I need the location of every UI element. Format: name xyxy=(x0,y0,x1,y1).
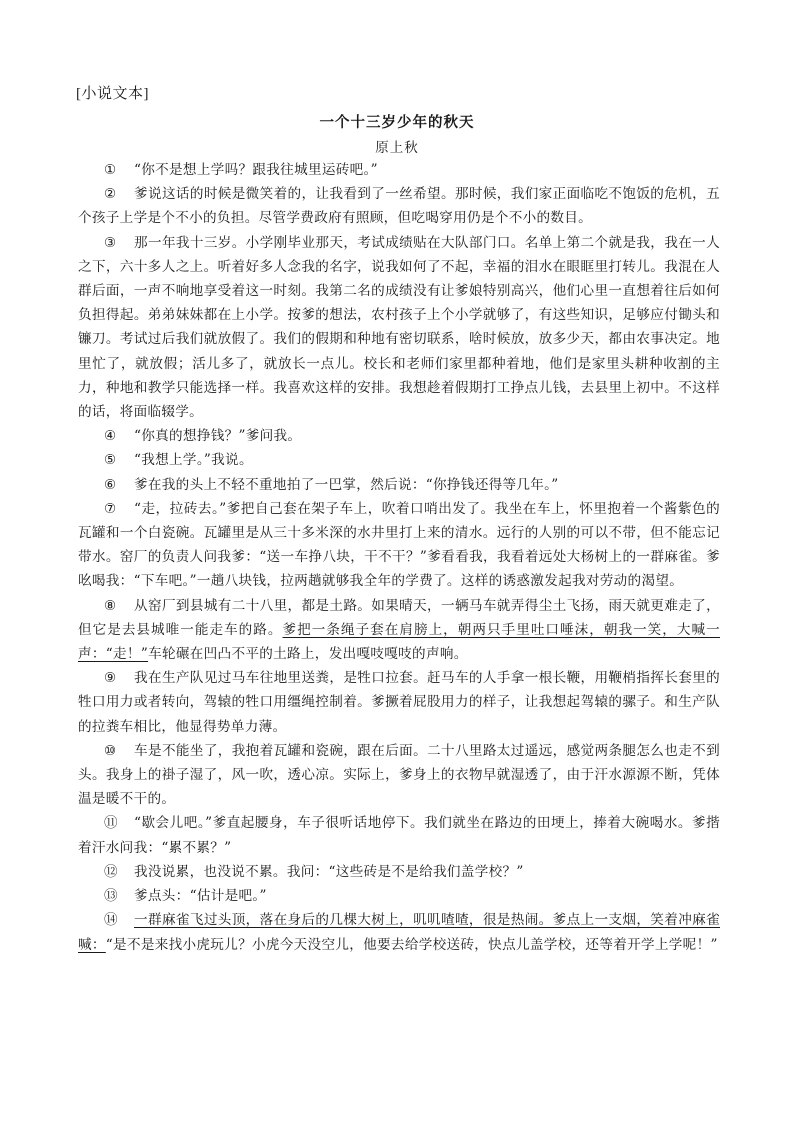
paragraph-number: ③ xyxy=(104,234,117,251)
paragraph-4 xyxy=(78,424,720,448)
paragraph-6 xyxy=(78,473,720,497)
paragraph-text: 我在生产队见过马车往地里送粪，是牲口拉套。赶马车的人手拿一根长鞭，用鞭梢指挥长套里的牲口用力或者转向，驾辕的牲口用缰绳控制着。爹撅着屁股用力的样子，让我想起驾辕的骡子。和生产队的拉粪车相比，他显得势单力薄。 xyxy=(78,670,720,735)
paragraph-11 xyxy=(78,811,720,859)
paragraph-text: 从窑厂到县城有二十八里，都是土路。如果晴天，一辆马车就弄得尘土飞扬，雨天就更难走了，但它是去县城唯一能走车的路。 xyxy=(78,597,720,638)
story-body xyxy=(78,158,720,957)
paragraph-text-after: 车轮碾在凹凸不平的土路上，发出嘎吱嘎吱的声响。 xyxy=(148,646,468,663)
paragraph-10 xyxy=(78,739,720,812)
story-title: 一个十三岁少年的秋天 xyxy=(319,114,475,131)
underlined-passage: 一群麻雀飞过头顶，落在身后的几棵大树上，叽叽喳喳，很是热闹。爹点上一支烟，笑着冲麻雀喊： xyxy=(78,912,720,953)
paragraph-9 xyxy=(78,666,720,739)
paragraph-number: ⑥ xyxy=(104,476,117,493)
paragraph-1 xyxy=(78,158,720,182)
paragraph-3 xyxy=(78,231,720,425)
paragraph-text: “歇会儿吧。”爹直起腰身，车子很听话地停下。我们就坐在路边的田埂上，捧着大碗喝水。爹揩着汗水问我：“累不累？” xyxy=(78,815,720,856)
paragraph-number: ⑨ xyxy=(104,670,117,687)
section-label: [小说文本] xyxy=(76,86,149,102)
paragraph-13 xyxy=(78,884,720,908)
paragraph-text: 车是不能坐了，我抱着瓦罐和瓷碗，跟在后面。二十八里路太过遥远，感觉两条腿怎么也走不到头。我身上的褂子湿了，风一吹，透心凉。实际上，爹身上的衣物早就湿透了，由于汗水源源不断，凭体温是暖不干的。 xyxy=(78,742,720,808)
story-author: 原上秋 xyxy=(375,140,419,156)
paragraph-text: “你不是想上学吗？跟我往城里运砖吧。” xyxy=(134,162,378,178)
paragraph-7 xyxy=(78,497,720,594)
paragraph-text: “我想上学。”我说。 xyxy=(134,452,253,469)
paragraph-number: ② xyxy=(104,186,117,203)
paragraph-14 xyxy=(78,908,720,956)
paragraph-text: “走，拉砖去。”爹把自己套在架子车上，吹着口哨出发了。我坐在车上，怀里抱着一个酱紫色的瓦罐和一个白瓷碗。瓦罐里是从三十多米深的水井里打上来的清水。远行的人别的可以不带，但不能忘记带水。窑厂的负责人问我爹：“送一车挣八块，干不干？”爹看看我，我看着远处大杨树上的一群麻雀。爹吆喝我：“下车吧。”一趟八块钱，拉两趟就够我全年的学费了。这样的诱惑激发起我对劳动的渴望。 xyxy=(78,500,720,590)
paragraph-text: “你真的想挣钱？”爹问我。 xyxy=(134,428,302,445)
paragraph-text: 爹说这话的时候是微笑着的，让我看到了一丝希望。那时候，我们家正面临吃不饱饭的危机，五个孩子上学是个不小的负担。尽管学费政府有照顾，但吃喝穿用仍是个不小的数目。 xyxy=(78,186,720,227)
paragraph-text: 爹在我的头上不轻不重地拍了一巴掌，然后说：“你挣钱还得等几年。” xyxy=(134,476,559,493)
paragraph-number: ⑧ xyxy=(104,597,117,614)
paragraph-number: ⑭ xyxy=(104,912,118,929)
paragraph-text-after: “是不是来找小虎玩儿？小虎今天没空儿，他要去给学校送砖，快点儿盖学校，还等着开学上学呢！” xyxy=(105,936,718,953)
paragraph-number: ④ xyxy=(104,428,117,445)
paragraph-12 xyxy=(78,860,720,884)
underlined-passage: 爹把一条绳子套在肩膀上，朝两只手里吐口唾沫，朝我一笑，大喊一声：“走！” xyxy=(78,621,720,663)
paragraph-text: 我没说累，也没说不累。我问：“这些砖是不是给我们盖学校？” xyxy=(134,863,524,880)
paragraph-8 xyxy=(78,594,720,667)
paragraph-5 xyxy=(78,448,720,472)
paragraph-number: ⑫ xyxy=(104,863,118,880)
paragraph-number: ⑬ xyxy=(104,888,118,905)
paragraph-number: ⑤ xyxy=(104,452,117,469)
paragraph-number: ⑩ xyxy=(104,742,117,759)
paragraph-number: ① xyxy=(104,162,117,178)
paragraph-text: 爹点头：“估计是吧。” xyxy=(134,888,267,905)
paragraph-number: ⑪ xyxy=(104,815,118,832)
paragraph-2 xyxy=(78,182,720,230)
paragraph-text: 那一年我十三岁。小学刚毕业那天，考试成绩贴在大队部门口。名单上第二个就是我，我在一人之下，六十多人之上。听着好多人念我的名字，说我如何了不起，幸福的泪水在眼眶里打转儿。我混在人群后面，一声不响地享受着这一时刻。我第二名的成绩没有让爹娘特别高兴，他们心里一直想着往后如何负担得起。弟弟妹妹都在上小学。按爹的想法，农村孩子上个小学就够了，有这些知识，足够应付锄头和镰刀。考试过后我们就放假了。我们的假期和种地有密切联系，啥时候放，放多少天，都由农事决定。地里忙了，就放假；活儿多了，就放长一点儿。校长和老师们家里都种着地，他们是家里头耕种收割的主力，种地和教学只能选择一样。我喜欢这样的安排。我想趁着假期打工挣点儿钱，去县里上初中。不这样的话，将面临辍学。 xyxy=(78,234,720,421)
paragraph-number: ⑦ xyxy=(104,500,117,517)
